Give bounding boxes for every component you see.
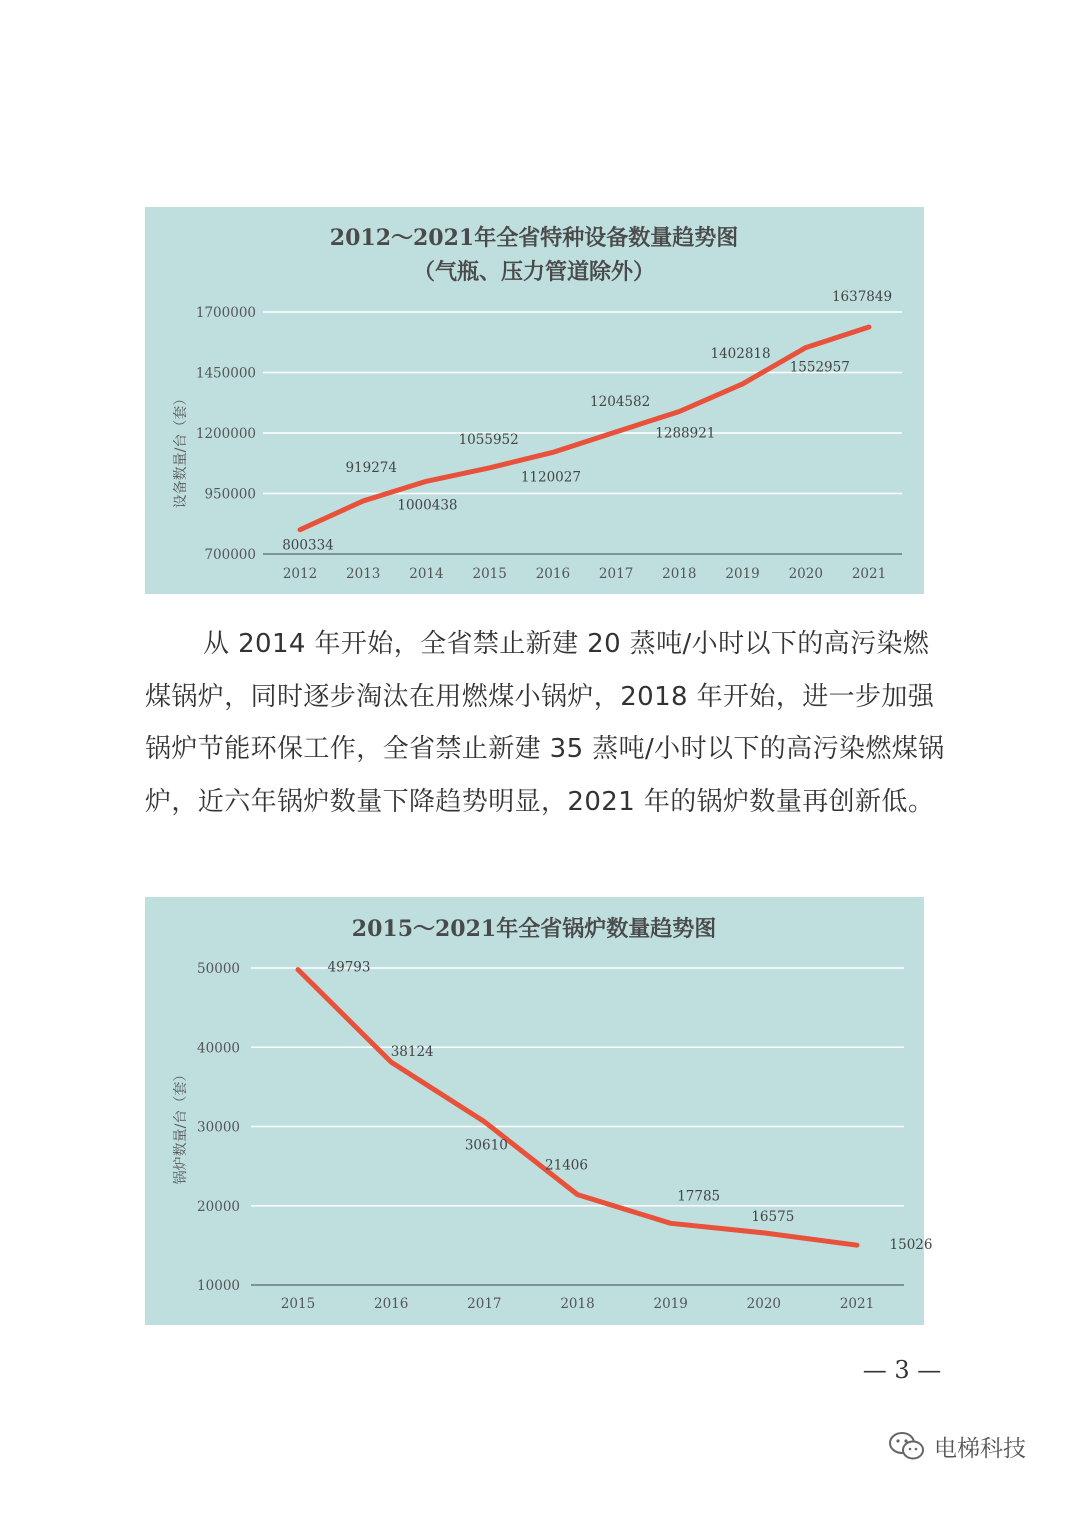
data-label: 21406	[545, 1157, 588, 1174]
data-point	[362, 500, 364, 502]
data-label: 49793	[327, 959, 371, 976]
data-label: 1055952	[458, 431, 519, 448]
x-tick-label: 2015	[280, 1296, 316, 1312]
watermark-text: 电梯科技	[934, 1435, 1026, 1462]
x-tick-label: 2014	[409, 566, 444, 582]
data-label: 919274	[345, 459, 397, 476]
data-label: 17785	[677, 1188, 721, 1205]
data-label: 1204582	[590, 393, 651, 410]
data-label: 30610	[464, 1137, 508, 1154]
body-paragraph: 从 2014 年开始，全省禁止新建 20 蒸吨/小时以下的高污染燃煤锅炉，同时逐步淘汰在用燃煤小锅炉，2018 年开始，进一步加强锅炉节能环保工作，全省禁止新建 35 蒸吨/小时以下的高污染燃煤锅炉，近六年锅炉数量下降趋势明显，2021 年的锅炉数量再创新低。	[145, 629, 945, 817]
chart-title: 2015～2021年全省锅炉数量趋势图	[351, 916, 717, 942]
x-tick-label: 2016	[535, 566, 571, 582]
y-tick-label: 10000	[197, 1278, 240, 1294]
data-point	[669, 1222, 671, 1224]
y-tick-label: 1700000	[195, 305, 256, 321]
x-tick-label: 2017	[598, 566, 634, 582]
x-tick-label: 2021	[839, 1296, 875, 1312]
y-tick-label: 1450000	[195, 365, 256, 382]
y-tick-label: 950000	[204, 486, 256, 503]
x-tick-label: 2019	[653, 1296, 688, 1312]
chart-subtitle: （气瓶、压力管道除外）	[412, 259, 656, 285]
data-point	[856, 1244, 858, 1246]
equipment-trend-svg	[145, 207, 924, 594]
y-tick-label: 40000	[197, 1040, 240, 1057]
y-tick-label: 30000	[197, 1119, 240, 1136]
data-label: 1120027	[520, 469, 581, 486]
data-label: 1637849	[831, 289, 893, 306]
data-point	[552, 451, 554, 453]
series-line	[298, 970, 857, 1246]
y-axis-label: 设备数量/台（套）	[173, 391, 189, 509]
x-tick-label: 2019	[725, 566, 760, 582]
data-label: 1000438	[397, 497, 458, 514]
y-axis-label: 锅炉数量/台（套）	[173, 1067, 189, 1185]
data-point	[763, 1232, 765, 1234]
x-tick-label: 2021	[851, 566, 887, 582]
data-point	[297, 968, 299, 970]
page-number: — 3 —	[862, 1356, 942, 1384]
boiler-trend-svg	[145, 897, 933, 1325]
y-tick-label: 700000	[204, 547, 256, 563]
data-label: 15026	[889, 1237, 933, 1254]
y-tick-label: 50000	[197, 961, 240, 977]
x-tick-label: 2012	[282, 566, 318, 582]
data-point	[741, 383, 743, 385]
equipment-trend-chart	[145, 207, 924, 594]
boiler-trend-chart	[145, 897, 933, 1325]
data-label: 800334	[282, 537, 334, 554]
x-tick-label: 2018	[560, 1296, 595, 1312]
x-tick-label: 2017	[467, 1296, 502, 1312]
x-tick-label: 2018	[662, 566, 697, 582]
data-point	[868, 326, 870, 328]
data-point	[615, 431, 617, 433]
watermark	[888, 1426, 1063, 1466]
x-tick-label: 2013	[346, 566, 381, 582]
data-point	[488, 467, 490, 469]
wechat-icon	[888, 1430, 926, 1462]
data-label: 38124	[390, 1044, 434, 1061]
data-point	[425, 480, 427, 482]
data-point	[576, 1193, 578, 1195]
data-point	[483, 1120, 485, 1122]
y-tick-label: 20000	[197, 1198, 240, 1215]
chart-title: 2012～2021年全省特种设备数量趋势图	[329, 225, 739, 251]
data-label: 1402818	[710, 345, 771, 362]
data-point	[678, 410, 680, 412]
series-line	[300, 327, 869, 530]
data-point	[390, 1061, 392, 1063]
data-label: 16575	[751, 1208, 795, 1225]
data-point	[299, 529, 301, 531]
data-point	[805, 346, 807, 348]
x-tick-label: 2016	[373, 1296, 409, 1312]
x-tick-label: 2020	[788, 566, 823, 582]
data-label: 1288921	[655, 425, 716, 442]
x-tick-label: 2015	[472, 566, 507, 582]
data-label: 1552957	[789, 359, 850, 376]
x-tick-label: 2020	[746, 1296, 782, 1312]
y-tick-label: 1200000	[195, 426, 256, 442]
